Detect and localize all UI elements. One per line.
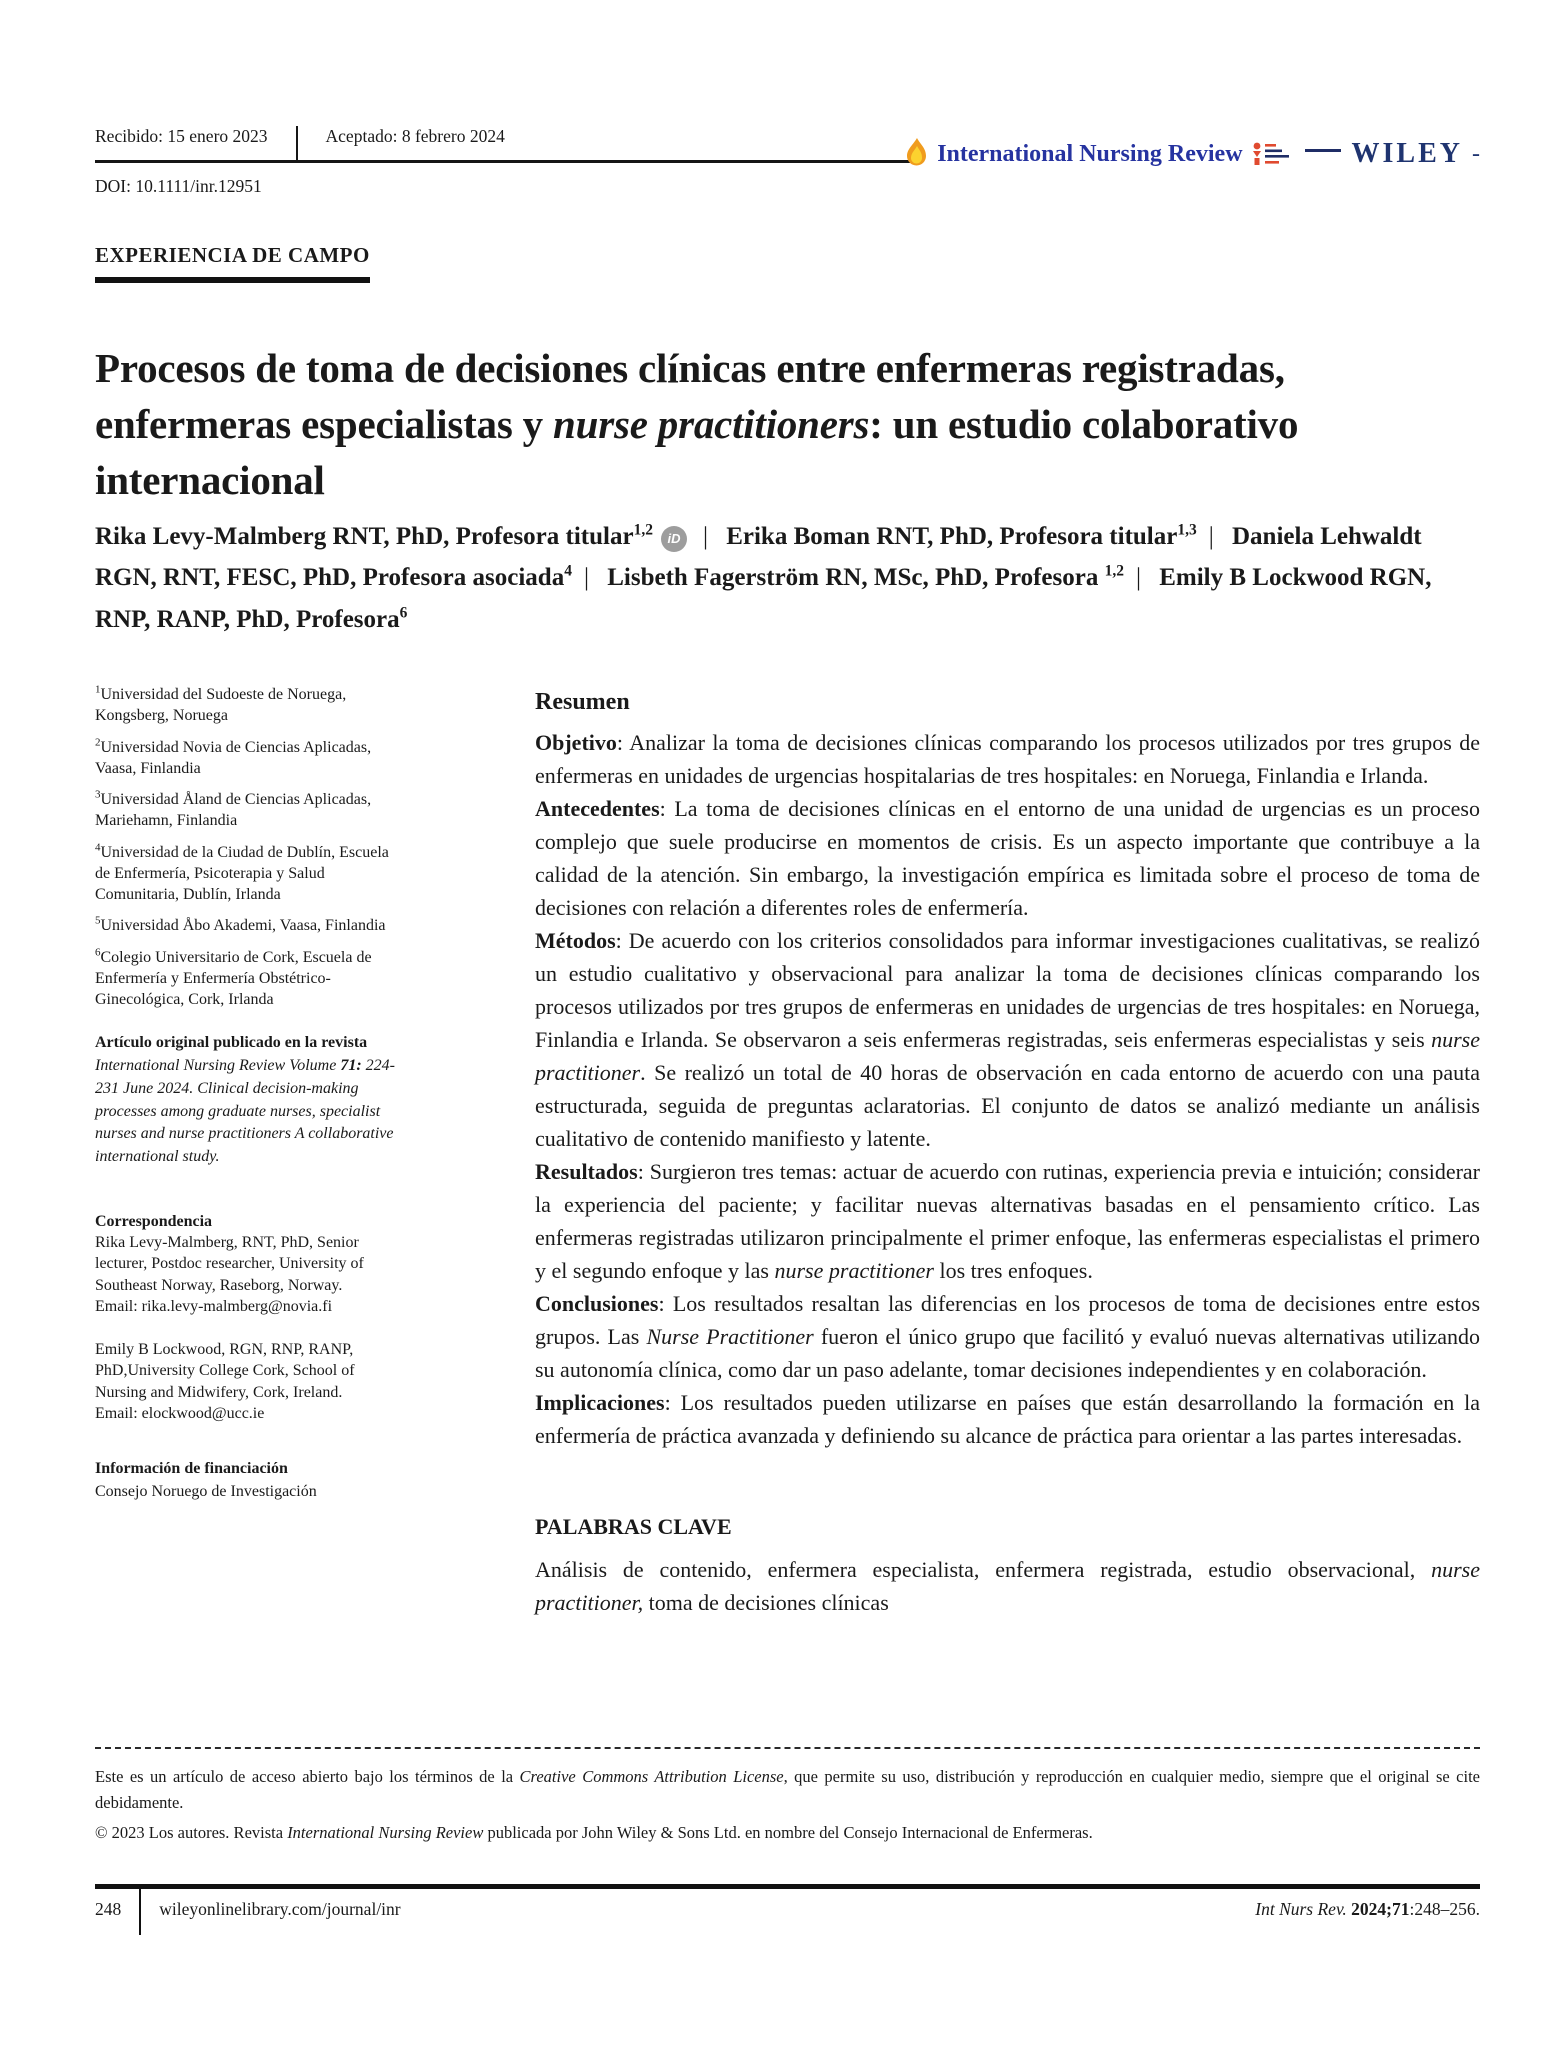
sidebar	[95, 684, 407, 1619]
abstract-paragraph-list	[535, 726, 1480, 1452]
author-separator: |	[583, 564, 589, 592]
abstract-paragraph	[535, 1287, 1480, 1386]
correspondence-email-1: Email: rika.levy-malmberg@novia.fi	[95, 1297, 333, 1315]
flame-icon	[905, 138, 928, 170]
keywords-block	[535, 1510, 1480, 1619]
affiliation-sup: 3	[95, 788, 101, 801]
abstract-paragraph-text: : La toma de decisiones clínicas en el entorno de una unidad de urgencias es un proceso complejo que suele producirse en momentos de crisis. Es un aspecto importante que contribuye a la calidad de la atención. Sin embargo, la investigación empírica es limitada sobre el proceso de toma de decisiones con relación a diferentes roles de enfermería.	[535, 796, 1480, 920]
abstract-paragraph-text: : Analizar la toma de decisiones clínicas comparando los procesos utilizados por tres grupos de enfermeras en unidades de urgencias hospitalarias de tres hospitales: en Noruega, Finlandia e Irlanda.	[535, 730, 1480, 788]
author-list	[95, 516, 1480, 640]
footer-left	[95, 1889, 401, 1935]
abstract-paragraph-label: Implicaciones	[535, 1390, 665, 1415]
affiliation-item	[95, 737, 407, 780]
affiliation-sup: 1	[95, 683, 101, 696]
article-body	[95, 684, 1480, 1619]
license-divider	[95, 1747, 1480, 1749]
author-affiliation-sup: 4	[564, 562, 572, 580]
correspondence-email-2: Email: elockwood@ucc.ie	[95, 1404, 265, 1422]
affiliation-item	[95, 842, 407, 906]
doi-text: DOI: 10.1111/inr.12951	[95, 176, 262, 196]
correspondence-contact-2: Emily B Lockwood, RGN, RNP, RANP, PhD,University College Cork, School of Nursing and Midwifery, Cork, Ireland.	[95, 1341, 355, 1401]
affiliation-item	[95, 915, 407, 936]
funding-heading: Información de financiación	[95, 1460, 288, 1478]
author-name: Rika Levy-Malmberg RNT, PhD, Profesora titular	[95, 523, 634, 550]
abstract-heading: Resumen	[535, 689, 630, 715]
funding-body: Consejo Noruego de Investigación	[95, 1483, 317, 1501]
affiliation-item	[95, 684, 407, 727]
journal-url: wileyonlinelibrary.com/journal/inr	[159, 1899, 401, 1919]
wiley-dash: -	[1472, 140, 1480, 167]
correspondence-contact-1: Rika Levy-Malmberg, RNT, PhD, Senior lecturer, Postdoc researcher, University of Southeast Norway, Raseborg, Norway.	[95, 1234, 364, 1294]
copyright-text: © 2023 Los autores. Revista International Nursing Review publicada por John Wiley & Sons Ltd. en nombre del Consejo Internacional de Enfermeras.	[95, 1823, 1093, 1843]
license-text: Este es un artículo de acceso abierto bajo los términos de la Creative Commons Attribution License, que permite su uso, distribución y reproducción en cualquier medio, siempre que el original se cite debidamente.	[95, 1767, 1480, 1812]
author-name: Lisbeth Fagerström RN, MSc, PhD, Profesora	[607, 564, 1105, 592]
affiliation-text: Colegio Universitario de Cork, Escuela de Enfermería y Enfermería Obstétrico-Ginecológica, Cork, Irlanda	[95, 948, 372, 1009]
abstract-paragraph-text: : Los resultados pueden utilizarse en países que están desarrollando la formación en la enfermería de práctica avanzada y definiendo su alcance de práctica para orientar a las partes interesadas.	[535, 1390, 1480, 1448]
abstract-paragraph	[535, 726, 1480, 792]
abstract-paragraph	[535, 792, 1480, 924]
author-separator: |	[1135, 564, 1141, 592]
author-name: Erika Boman RNT, PhD, Profesora titular	[726, 523, 1178, 550]
affiliation-text: Universidad Novia de Ciencias Aplicadas, Vaasa, Finlandia	[95, 738, 372, 777]
page-header	[95, 126, 1480, 226]
author-affiliation-sup: 1,2	[633, 521, 653, 539]
affiliation-sup: 5	[95, 915, 101, 928]
keywords-text: Análisis de contenido, enfermera especialista, enfermera registrada, estudio observacional, nurse practitioner, toma de decisiones clínicas	[535, 1557, 1480, 1615]
citation: Int Nurs Rev. 2024;71:248–256.	[1255, 1899, 1480, 1919]
affiliation-sup: 2	[95, 736, 101, 749]
affiliation-text: Universidad del Sudoeste de Noruega, Kongsberg, Noruega	[95, 686, 347, 725]
abstract-paragraph	[535, 924, 1480, 1155]
author	[95, 523, 720, 550]
keywords-heading: PALABRAS CLAVE	[535, 1514, 732, 1539]
abstract-paragraph-label: Antecedentes	[535, 796, 660, 821]
affiliation-list	[95, 684, 407, 1010]
abstract-paragraph-label: Métodos	[535, 928, 616, 953]
abstract-paragraph-label: Conclusiones	[535, 1291, 659, 1316]
abstract-paragraph-text: : Surgieron tres temas: actuar de acuerdo con rutinas, experiencia previa e intuición; considerar la experiencia del paciente; y facilitar nuevas alternativas basadas en el pensamiento crítico. Las enfermeras registradas utilizaron principalmente el primer enfoque, las enfermeras especialistas el primero y el segundo enfoque y las nurse practitioner los tres enfoques.	[535, 1159, 1480, 1283]
author-separator: |	[1208, 523, 1214, 550]
author	[607, 564, 1153, 591]
author-separator: |	[702, 523, 708, 550]
affiliation-text: Universidad Åbo Akademi, Vaasa, Finlandia	[100, 917, 386, 935]
received-date: Recibido: 15 enero 2023	[95, 126, 268, 146]
abstract-paragraph-text: : Los resultados resaltan las diferencias en los procesos de toma de decisiones entre estos grupos. Las Nurse Practitioner fueron el único grupo que facilitó y evaluó nuevas alternativas utilizando su autonomía clínica, como dar un paso adelante, tomar decisiones independientes y en colaboración.	[535, 1291, 1480, 1382]
funding-block	[95, 1458, 407, 1503]
affiliation-text: Universidad Åland de Ciencias Aplicadas, Mariehamn, Finlandia	[95, 791, 372, 830]
author-affiliation-sup: 1,3	[1177, 521, 1197, 539]
received-accepted-row	[95, 126, 505, 160]
abstract-paragraph-label: Resultados	[535, 1159, 638, 1184]
brand-dash	[1305, 149, 1341, 152]
original-article-note: Artículo original publicado en la revista International Nursing Review Volume 71: 224-231 June 2024. Clinical decision-making processes among graduate nurses, specialist nurses and nurse practitioners A collaborative international study.	[95, 1034, 395, 1166]
abstract-paragraph-label: Objetivo	[535, 730, 617, 755]
author-name: Emily B Lockwood RGN, RNP, RANP, PhD, Profesora	[95, 564, 1432, 633]
orcid-icon: iD	[661, 526, 687, 552]
license-block	[95, 1764, 1480, 1846]
affiliation-sup: 4	[95, 841, 101, 854]
journal-name: International Nursing Review	[937, 140, 1243, 167]
author-affiliation-sup: 6	[399, 604, 408, 622]
abstract-paragraph-text: : De acuerdo con los criterios consolidados para informar investigaciones cualitativas, se realizó un estudio cualitativo y observacional para analizar la toma de decisiones clínicas comparando los procesos utilizados por tres grupos de enfermeras en unidades de urgencias de tres hospitales: en Noruega, Finlandia e Irlanda. Se observaron a seis enfermeras registradas, seis enfermeras especialistas y seis nurse practitioner. Se realizó un total de 40 horas de observación en cada entorno de acuerdo con una pauta estructurada, seguida de preguntas aclaratorias. El conjunto de datos se analizó mediante un análisis cualitativo de contenido manifiesto y latente.	[535, 928, 1480, 1151]
section-label: EXPERIENCIA DE CAMPO	[95, 243, 370, 283]
page-number: 248	[95, 1899, 122, 1919]
affiliation-text: Universidad de la Ciudad de Dublín, Escuela de Enfermería, Psicoterapia y Salud Comunitaria, Dublín, Irlanda	[95, 843, 389, 904]
correspondence-heading: Correspondencia	[95, 1212, 213, 1230]
icn-logo-icon	[1252, 140, 1294, 168]
correspondence-block	[95, 1211, 407, 1424]
author-affiliation-sup: 1,2	[1104, 562, 1124, 580]
author-name: Daniela Lehwaldt RGN, RNT, FESC, PhD, Profesora asociada	[95, 523, 1422, 592]
affiliation-sup: 6	[95, 946, 101, 959]
header-rule	[95, 160, 915, 163]
affiliation-item	[95, 947, 407, 1011]
abstract-column	[535, 684, 1480, 1619]
article-title: Procesos de toma de decisiones clínicas entre enfermeras registradas, enfermeras especialistas y nurse practitioners: un estudio colaborativo internacional	[95, 345, 1299, 503]
journal-brand	[905, 138, 1480, 170]
accepted-date: Aceptado: 8 febrero 2024	[296, 126, 505, 160]
affiliation-item	[95, 789, 407, 832]
author	[726, 523, 1226, 550]
wiley-logo: WILEY	[1351, 138, 1463, 169]
page-footer	[95, 1884, 1480, 1935]
abstract-paragraph	[535, 1386, 1480, 1452]
abstract-paragraph	[535, 1155, 1480, 1287]
